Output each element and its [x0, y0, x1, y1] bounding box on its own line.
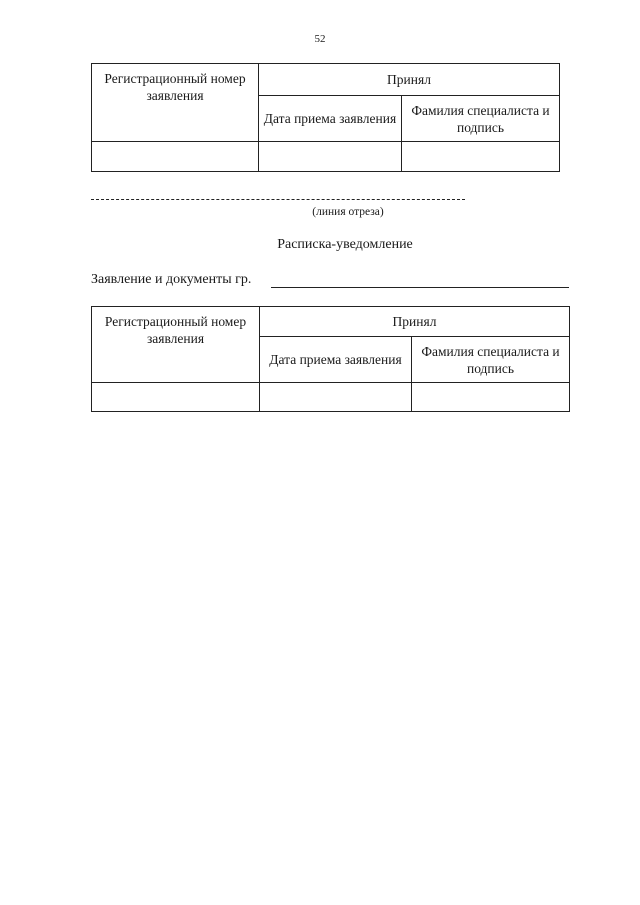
reg-number-header: Регистрационный номер заявления [92, 307, 260, 383]
receipt-title: Расписка-уведомление [277, 237, 413, 252]
date-header: Дата приема заявления [259, 96, 402, 142]
table-row [92, 142, 560, 172]
page-number: 52 [314, 33, 326, 45]
date-cell [260, 383, 412, 412]
accepted-header: Принял [259, 64, 560, 96]
reg-number-cell [92, 142, 259, 172]
accepted-header: Принял [260, 307, 570, 337]
table-row [92, 383, 570, 412]
specialist-cell [412, 383, 570, 412]
date-header: Дата приема заявления [260, 337, 412, 383]
registration-table-bottom [91, 306, 570, 412]
registration-table-top [91, 63, 560, 172]
applicant-label: Заявление и документы гр. [91, 272, 252, 287]
cut-line [91, 199, 465, 200]
applicant-name-line [271, 287, 569, 288]
specialist-header: Фамилия специалиста и подпись [412, 337, 570, 383]
date-cell [259, 142, 402, 172]
cut-line-caption: (линия отреза) [312, 206, 384, 218]
reg-number-header: Регистрационный номер заявления [92, 64, 259, 142]
reg-number-cell [92, 383, 260, 412]
specialist-cell [402, 142, 560, 172]
specialist-header: Фамилия специалиста и подпись [402, 96, 560, 142]
